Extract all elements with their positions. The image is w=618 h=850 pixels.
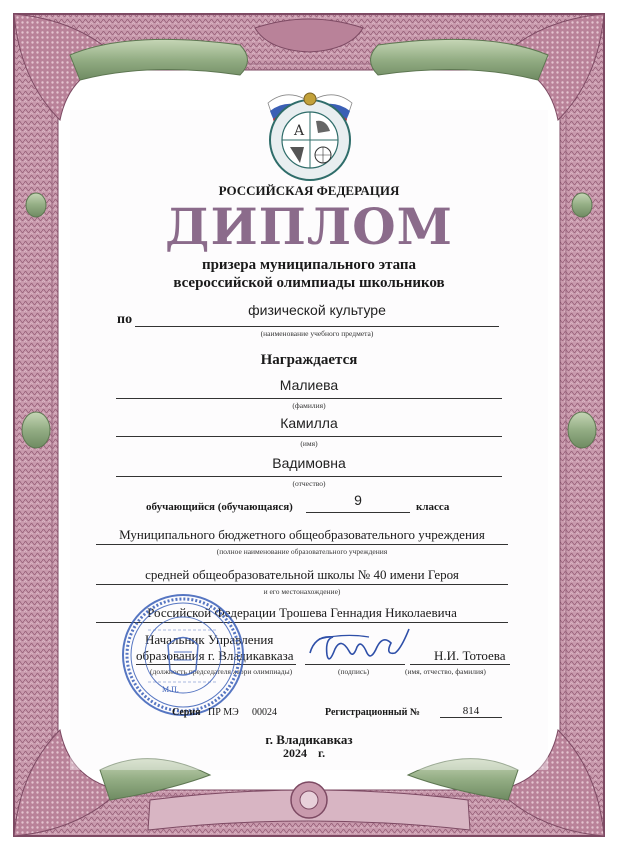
subject-line [135,326,499,327]
award-label: Награждается [260,352,358,368]
position-caption: (должность председателя жюри олимпиады) [150,667,293,676]
issue-city: г. Владикавказ [265,732,353,747]
series-label: Серия [172,707,201,718]
series-number: 00024 [252,707,277,718]
signer-position-line-2: образования г. Владикавказа [136,648,294,663]
school-line-1: Муниципального бюджетного общеобразовательного учреждения [119,527,485,542]
grade-prefix: обучающийся (обучающаяся) [146,501,293,513]
signer-position-line-1: Начальник Управления [145,632,274,647]
grade-line [306,512,410,513]
school-line-3: Российской Федерации Трошева Геннадия Николаевича [147,605,457,620]
school-caption-1: (полное наименование образовательного учреждения [216,547,388,556]
registration-line [440,717,502,718]
registration-label: Регистрационный № [325,707,420,718]
signature-caption: (подпись) [338,667,370,676]
subject-value: физической культуре [248,302,386,318]
subject-prefix: по [117,312,133,327]
country-heading: РОССИЙСКАЯ ФЕДЕРАЦИЯ [218,183,400,198]
stamp-mark: М.П. [162,685,179,694]
subject-caption: (наименование учебного предмета) [260,329,374,338]
olympiad-emblem [260,85,360,185]
patronymic-value: Вадимовна [272,455,346,471]
patronymic-caption: (отчество) [292,479,326,488]
registration-number: 814 [462,705,480,717]
signer-name-line [410,664,510,665]
signer-name: Н.И. Тотоева [434,648,506,663]
patronymic-line [116,476,502,477]
svg-text:A: A [294,123,305,139]
subtitle-line-2: всероссийской олимпиады школьников [173,275,445,291]
school-line-2: средней общеобразовательной школы № 40 имени Героя [145,567,459,582]
official-stamp [118,590,248,720]
name-line [116,436,502,437]
school-caption-2: и его местонахождение) [263,587,341,596]
subtitle-line-1: призера муниципального этапа [201,257,417,273]
grade-value: 9 [354,492,362,508]
series-value: ПР МЭ [208,707,239,718]
grade-suffix: класса [416,501,450,513]
surname-line [116,398,502,399]
signer-caption: (имя, отчество, фамилия) [405,667,486,676]
name-value: Камилла [280,415,338,431]
surname-value: Малиева [279,377,339,393]
handwritten-signature [305,625,415,675]
issue-year: 2024 [283,746,307,760]
issue-year-suffix: г. [318,746,326,760]
school-line-1-rule [96,544,508,545]
school-line-2-rule [96,584,508,585]
name-caption: (имя) [300,439,318,448]
surname-caption: (фамилия) [292,401,326,410]
diploma-title: ДИПЛОМ [164,197,454,256]
